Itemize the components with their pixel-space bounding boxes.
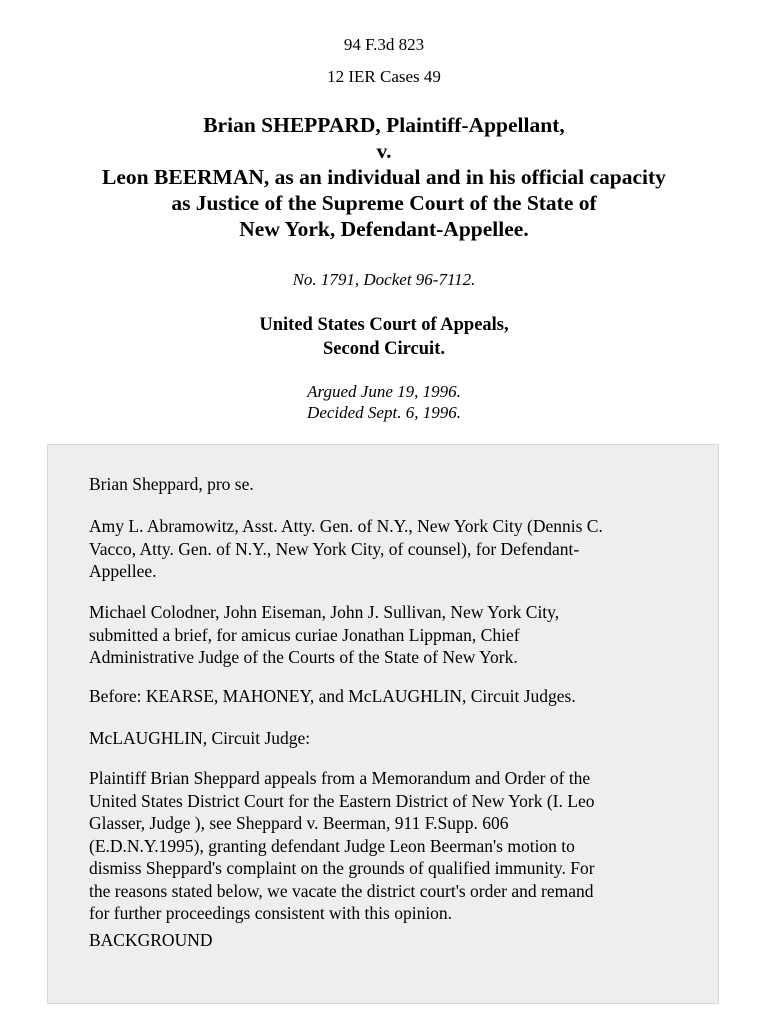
text-line: Michael Colodner, John Eiseman, John J. Sullivan, New York City, xyxy=(89,602,560,622)
argued-date: Argued June 19, 1996. xyxy=(307,382,461,401)
background-heading xyxy=(89,929,689,952)
text-line: Plaintiff Brian Sheppard appeals from a Memorandum and Order of the xyxy=(89,768,591,788)
text-line: dismiss Sheppard's complaint on the grounds of qualified immunity. For xyxy=(89,858,595,878)
court-name xyxy=(0,313,768,361)
decided-date: Decided Sept. 6, 1996. xyxy=(307,403,461,422)
appellant-counsel-paragraph xyxy=(89,473,689,496)
appellee-counsel-paragraph xyxy=(89,515,689,583)
text-line: BACKGROUND xyxy=(89,930,213,950)
text-line: for further proceedings consistent with this opinion. xyxy=(89,903,453,923)
caption-defendant-line-1: Leon BEERMAN, as an individual and in his official capacity xyxy=(102,165,666,189)
text-line: (E.D.N.Y.1995), granting defendant Judge Leon Beerman's motion to xyxy=(89,835,575,856)
text-line: Administrative Judge of the Courts of the State of New York. xyxy=(89,647,518,667)
ier-citation: 12 IER Cases 49 xyxy=(327,67,441,86)
authoring-judge-paragraph xyxy=(89,727,689,750)
text-line: Appellee. xyxy=(89,561,157,581)
court-name-line-2: Second Circuit. xyxy=(323,339,445,359)
text-line: Brian Sheppard, pro se. xyxy=(89,474,254,494)
caption-plaintiff: Brian SHEPPARD, Plaintiff-Appellant, xyxy=(203,113,565,137)
caption-defendant-line-2: as Justice of the Supreme Court of the State of xyxy=(171,191,597,215)
text-line: McLAUGHLIN, Circuit Judge: xyxy=(89,728,311,748)
text-line: Amy L. Abramowitz, Asst. Atty. Gen. of N.Y., New York City (Dennis C. xyxy=(89,516,603,536)
opinion-text-panel xyxy=(47,444,719,1004)
docket-number: No. 1791, Docket 96-7112. xyxy=(292,270,476,289)
case-caption xyxy=(0,112,768,242)
text-line: United States District Court for the Eastern District of New York (I. Leo xyxy=(89,790,595,811)
caption-versus: v. xyxy=(376,139,392,163)
opinion-intro-paragraph xyxy=(89,767,689,925)
case-dates xyxy=(0,381,768,423)
caption-defendant-line-3: New York, Defendant-Appellee. xyxy=(239,217,529,241)
text-line: Before: KEARSE, MAHONEY, and McLAUGHLIN, Circuit Judges. xyxy=(89,686,576,706)
text-line: Vacco, Atty. Gen. of N.Y., New York City, of counsel), for Defendant- xyxy=(89,538,580,559)
panel-judges-paragraph xyxy=(89,685,689,708)
text-line: submitted a brief, for amicus curiae Jonathan Lippman, Chief xyxy=(89,624,520,645)
amicus-counsel-paragraph xyxy=(89,601,689,669)
text-line: the reasons stated below, we vacate the district court's order and remand xyxy=(89,880,594,901)
reporter-citation: 94 F.3d 823 xyxy=(343,35,425,54)
court-name-line-1: United States Court of Appeals, xyxy=(259,315,509,335)
text-line: Glasser, Judge ), see Sheppard v. Beerman, 911 F.Supp. 606 xyxy=(89,813,509,833)
